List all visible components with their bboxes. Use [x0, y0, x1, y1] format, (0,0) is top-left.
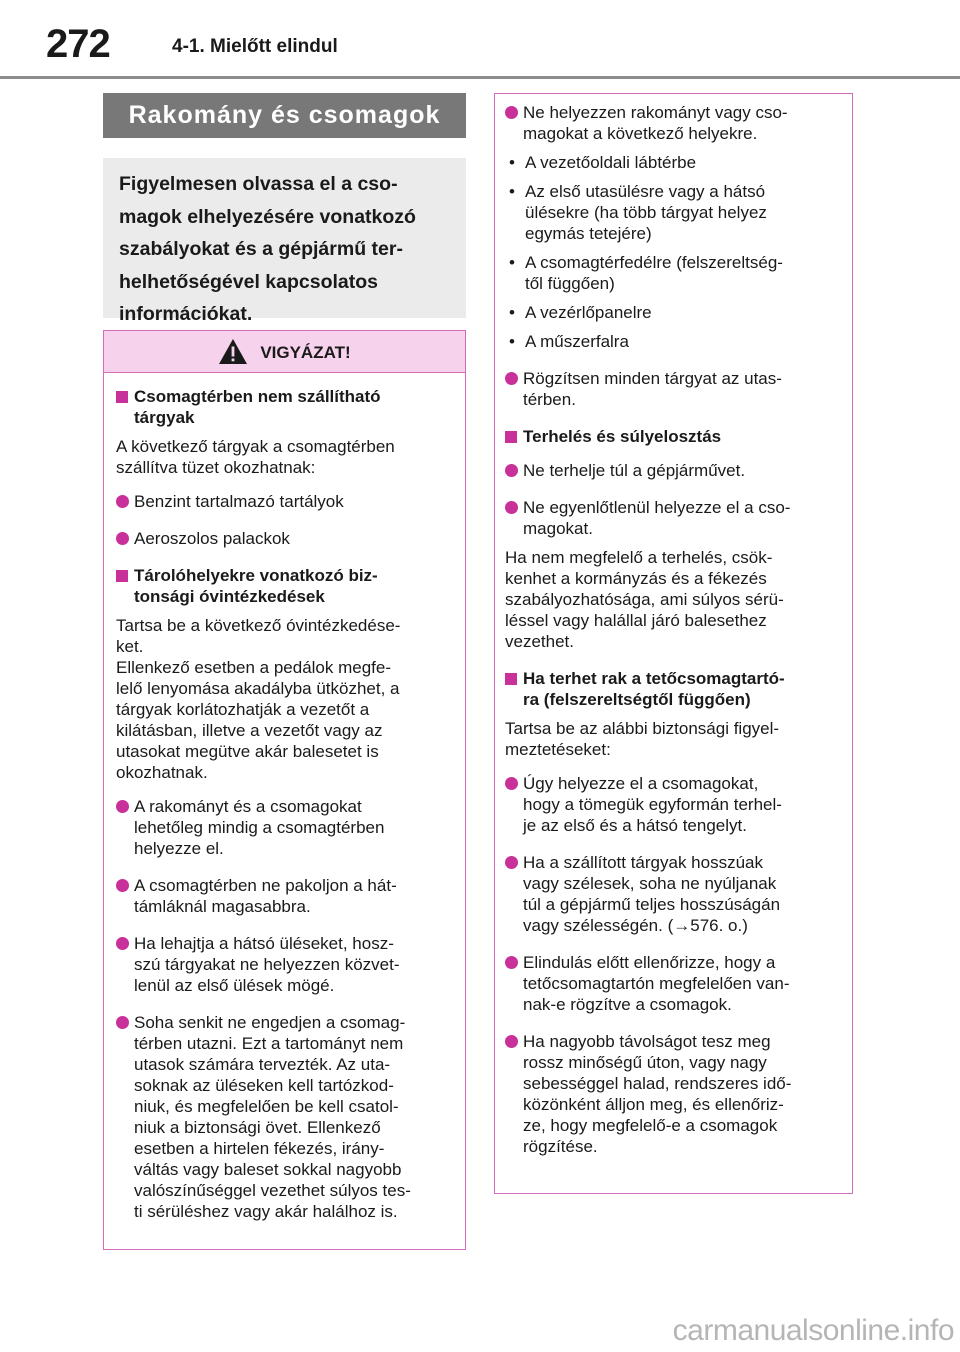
warning-paragraph — [116, 615, 451, 783]
round-bullet-icon — [116, 800, 129, 813]
text-line: nak-e rögzítve a csomagok. — [523, 995, 732, 1014]
text-line: Ha terhet rak a tetőcsomagtartó- — [523, 669, 785, 688]
text-line: től függően) — [525, 274, 615, 293]
dot-marker: • — [509, 182, 515, 201]
text-line: je az első és a hátsó tengelyt. — [523, 816, 747, 835]
text-line: Rögzítsen minden tárgyat az utas- — [523, 369, 782, 388]
text-line: A vezetőoldali lábtérbe — [525, 153, 697, 172]
bullet-text — [523, 773, 782, 836]
text-line: vezethet. — [505, 632, 574, 651]
text-line: ze, hogy megfelelő-e a csomagok — [523, 1116, 778, 1135]
heading-text — [523, 426, 721, 447]
text-line: A műszerfalra — [525, 332, 629, 351]
text-line: térben utazni. Ezt a tartományt nem — [134, 1034, 404, 1053]
intro-line: Figyelmesen olvassa el a cso- — [119, 173, 398, 195]
text-line: Ne terhelje túl a gépjárművet. — [523, 461, 746, 480]
text-line: esetben a hirtelen fékezés, irány- — [134, 1139, 385, 1158]
round-bullet-icon — [116, 879, 129, 892]
heading-roof-rack — [505, 668, 842, 710]
paragraph — [505, 718, 842, 760]
section-title: Rakomány és csomagok — [103, 93, 466, 138]
square-bullet-icon — [116, 570, 128, 582]
bullet-text — [134, 933, 400, 996]
bullet-item — [116, 796, 451, 859]
paragraph — [505, 547, 842, 652]
text-line: rossz minőségű úton, vagy nagy — [523, 1053, 767, 1072]
round-bullet-icon — [116, 937, 129, 950]
round-bullet-icon — [505, 777, 518, 790]
text-line: tárgyak — [134, 408, 195, 427]
bullet-text — [523, 102, 788, 144]
sub-list-item — [505, 181, 842, 244]
bullet-text — [134, 491, 344, 512]
text-line: Ha nagyobb távolságot tesz meg — [523, 1032, 771, 1051]
warning-triangle-icon — [218, 338, 248, 365]
text-line: lelő lenyomása akadályba ütközhet, a — [116, 679, 400, 698]
text-line: Tárolóhelyekre vonatkozó biz- — [134, 566, 378, 585]
intro-line: helhetőségével kapcsolatos — [119, 270, 379, 293]
warning-body — [104, 373, 465, 1222]
sub-item-text — [525, 152, 696, 173]
text-line: Tartsa be a következő óvintézkedése- — [116, 616, 401, 635]
text-line: ülésekre (ha több tárgyat helyez — [525, 203, 767, 222]
square-bullet-icon — [116, 391, 128, 403]
text-line: Ha nem megfelelő a terhelés, csök- — [505, 548, 773, 567]
intro-line: magok elhelyezésére vonatkozó — [119, 205, 416, 228]
bullet-item — [505, 102, 842, 144]
text-line: egymás tetejére) — [525, 224, 652, 243]
bullet-text — [134, 796, 384, 859]
sub-item-text — [525, 252, 783, 294]
dot-marker: • — [509, 253, 515, 272]
bullet-item — [116, 528, 451, 549]
text-line: rögzítése. — [523, 1137, 598, 1156]
bullet-text — [523, 368, 782, 410]
text-line: Úgy helyezze el a csomagokat, — [523, 774, 759, 793]
square-bullet-icon — [505, 431, 517, 443]
round-bullet-icon — [505, 1035, 518, 1048]
bullet-item — [505, 497, 842, 539]
bullet-item — [116, 1012, 451, 1222]
text-line: Terhelés és súlyelosztás — [523, 427, 722, 446]
heading-load-distribution — [505, 426, 842, 447]
text-line: soknak az üléseken kell tartózkod- — [134, 1076, 394, 1095]
heading-text — [134, 386, 381, 428]
round-bullet-icon — [116, 495, 129, 508]
text-line: magokat. — [523, 519, 593, 538]
dot-marker: • — [509, 332, 515, 351]
bullet-item — [116, 933, 451, 996]
sub-list-item — [505, 331, 842, 352]
text-line: ra (felszereltségtől függően) — [523, 690, 751, 709]
chapter-title: 4-1. Mielőtt elindul — [172, 36, 338, 57]
bullet-text — [523, 1031, 791, 1157]
header-divider — [0, 76, 960, 79]
text-line: niuk a biztonsági övet. Ellenkező — [134, 1118, 381, 1137]
round-bullet-icon — [505, 464, 518, 477]
bullet-text — [134, 528, 290, 549]
text-line: kenhet a kormányzás és a fékezés — [505, 569, 767, 588]
text-line: lehetőleg mindig a csomagtérben — [134, 818, 385, 837]
bullet-item — [505, 460, 842, 481]
text-line: Benzint tartalmazó tartályok — [134, 492, 344, 511]
text-line: Soha senkit ne engedjen a csomag- — [134, 1013, 406, 1032]
bullet-text — [134, 1012, 411, 1222]
text-line: A csomagtérfedélre (felszereltség- — [525, 253, 783, 272]
text-line: ket. — [116, 637, 144, 656]
text-line: váltás vagy baleset sokkal nagyobb — [134, 1160, 402, 1179]
round-bullet-icon — [505, 856, 518, 869]
text-line: Csomagtérben nem szállítható — [134, 387, 381, 406]
text-line: léssel vagy halállal járó balesethez — [505, 611, 767, 630]
bullet-text — [523, 852, 780, 936]
text-line: magokat a következő helyekre. — [523, 124, 758, 143]
intro-line: információkat. — [119, 303, 253, 325]
bullet-item — [505, 952, 842, 1015]
round-bullet-icon — [116, 532, 129, 545]
bullet-text — [134, 875, 397, 917]
bullet-item — [505, 368, 842, 410]
sub-item-text — [525, 181, 767, 244]
warning-header — [104, 331, 465, 373]
text-line: niuk, és megfelelően be kell csatol- — [134, 1097, 399, 1116]
round-bullet-icon — [505, 956, 518, 969]
text-line: Elindulás előtt ellenőrizze, hogy a — [523, 953, 776, 972]
text-line: kilátásban, illetve a vezetőt vagy az — [116, 721, 383, 740]
text-line: támláknál magasabbra. — [134, 897, 311, 916]
text-line: közönként álljon meg, és ellenőriz- — [523, 1095, 784, 1114]
heading-text — [523, 668, 785, 710]
text-line: meztetéseket: — [505, 740, 611, 759]
text-line: Ha a szállított tárgyak hosszúak — [523, 853, 764, 872]
text-line: tetőcsomagtartón megfelelően van- — [523, 974, 790, 993]
page-number: 272 — [46, 22, 110, 66]
text-line: szabályozhatósága, ami súlyos sérü- — [505, 590, 784, 609]
text-line: tárgyak korlátozhatják a vezetőt a — [116, 700, 370, 719]
bullet-item — [116, 491, 451, 512]
text-line: Ne egyenlőtlenül helyezze el a cso- — [523, 498, 791, 517]
text-line: Az első utasülésre vagy a hátsó — [525, 182, 766, 201]
intro-line: szabályokat és a gépjármű ter- — [119, 238, 403, 260]
round-bullet-icon — [505, 372, 518, 385]
text-line: A következő tárgyak a csomagtérben — [116, 437, 395, 456]
dot-marker: • — [509, 153, 515, 172]
round-bullet-icon — [505, 501, 518, 514]
sub-list-item — [505, 152, 842, 173]
text-line: ti sérüléshez vagy akár halálhoz is. — [134, 1202, 398, 1221]
warning-paragraph — [116, 436, 451, 478]
text-line: szú tárgyakat ne helyezzen közvet- — [134, 955, 400, 974]
text-line: okozhatnak. — [116, 763, 208, 782]
text-line: túl a gépjármű teljes hosszúságán — [523, 895, 781, 914]
text-line: Ne helyezzen rakományt vagy cso- — [523, 103, 788, 122]
text-line: helyezze el. — [134, 839, 224, 858]
round-bullet-icon — [505, 106, 518, 119]
text-line: vagy szélességén. (→576. o.) — [523, 916, 748, 935]
round-bullet-icon — [116, 1016, 129, 1029]
sub-item-text — [525, 302, 652, 323]
sub-list-item — [505, 302, 842, 323]
warning-heading-storage — [116, 565, 451, 607]
text-line: térben. — [523, 390, 576, 409]
text-line: szállítva tüzet okozhatnak: — [116, 458, 316, 477]
text-line: Aeroszolos palackok — [134, 529, 290, 548]
text-line: Tartsa be az alábbi biztonsági figyel- — [505, 719, 780, 738]
text-line: A rakományt és a csomagokat — [134, 797, 362, 816]
text-line: utasok számára tervezték. Az uta- — [134, 1055, 391, 1074]
bullet-item — [505, 773, 842, 836]
continued-warning-box — [494, 93, 853, 1194]
intro-box — [103, 158, 466, 325]
heading-text — [134, 565, 378, 607]
text-line: utasokat megütve akár balesetet is — [116, 742, 379, 761]
bullet-text — [523, 497, 790, 539]
bullet-item — [116, 875, 451, 917]
text-line: A csomagtérben ne pakoljon a hát- — [134, 876, 397, 895]
watermark: carmanualsonline.info — [672, 1314, 954, 1347]
dot-marker: • — [509, 303, 515, 322]
text-line: vagy szélesek, soha ne nyúljanak — [523, 874, 777, 893]
warning-heading-cargo — [116, 386, 451, 428]
text-line: A vezérlőpanelre — [525, 303, 652, 322]
text-line: Ellenkező esetben a pedálok megfe- — [116, 658, 392, 677]
warning-label: VIGYÁZAT! — [260, 342, 351, 362]
text-line: lenül az első ülések mögé. — [134, 976, 335, 995]
text-line: Ha lehajtja a hátsó üléseket, hosz- — [134, 934, 394, 953]
text-line: sebességgel halad, rendszeres idő- — [523, 1074, 792, 1093]
bullet-item — [505, 852, 842, 936]
text-line: valószínűséggel vezethet súlyos tes- — [134, 1181, 411, 1200]
sub-list-item — [505, 252, 842, 294]
square-bullet-icon — [505, 673, 517, 685]
text-line: tonsági óvintézkedések — [134, 587, 325, 606]
warning-box — [103, 330, 466, 1250]
bullet-text — [523, 952, 790, 1015]
text-line: hogy a tömegük egyformán terhel- — [523, 795, 782, 814]
bullet-text — [523, 460, 745, 481]
sub-item-text — [525, 331, 629, 352]
bullet-item — [505, 1031, 842, 1157]
